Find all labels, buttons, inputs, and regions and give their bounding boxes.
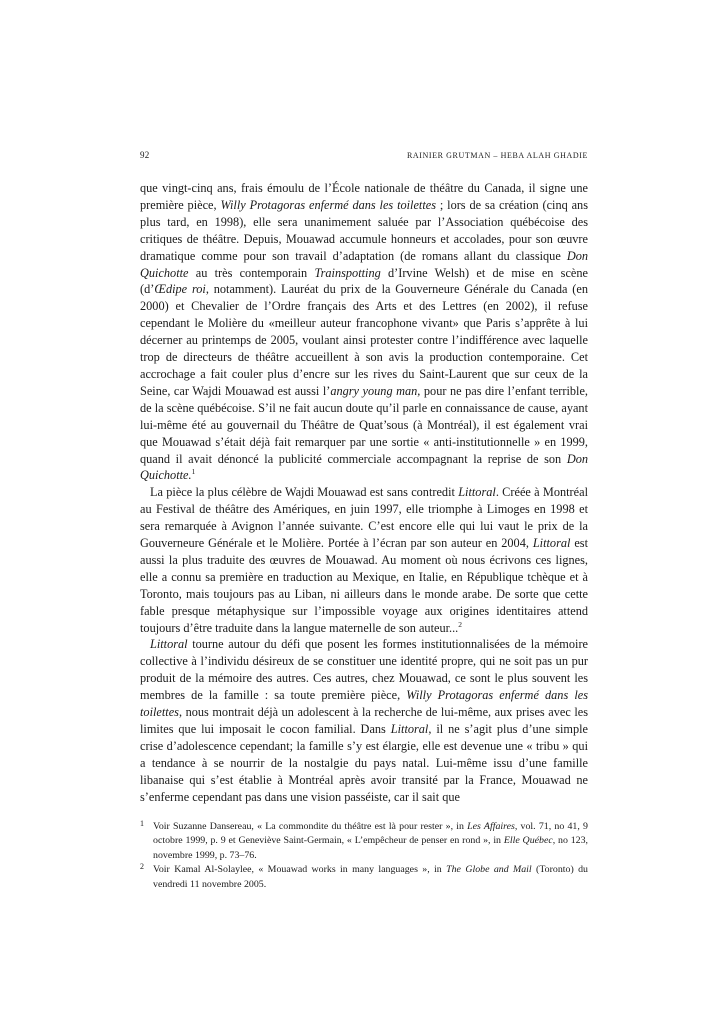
text-run: , il ne s’agit plus d’une simple crise d’adolescence cependant; la famille s’y est élargie, elle est devenue une « tribu » qui a tendance à se nourrir de la nostalgie du pays natal. Lui-même issu d’une famille libanaise qui s’est établie à Montréal après avoir transité par la France, Mouawad ne s’enferme cependant pas dans une vision passéiste, car il sait que [140, 722, 589, 804]
italic-text: Œdipe roi [154, 282, 206, 297]
italic-text: Willy Protagoras enfermé dans les toilettes [220, 197, 437, 212]
paragraph [140, 484, 588, 636]
text-run: pour ne pas dire l’enfant terrible, de la scène québécoise. S’il ne fait aucun doute qu’il parle en connaissance de cause, ayant lui-même été au gouvernail du Théâtre de Quat’sous (à Montréal), il est également vrai que Mouawad s’était déjà fait remarquer par une sortie « anti-institutionnelle » en 1999, quand il avait dénoncé la publicité commerciale accompagnant la reprise de son [140, 383, 588, 466]
text-run: La pièce la plus célèbre de Wajdi Mouawad est sans contredit [150, 485, 459, 500]
running-head [140, 150, 588, 160]
text-run: , notamment). Lauréat du prix de la Gouverneure Générale du Canada (en 2000) et Chevalier de l’Ordre français des Arts et des Lettres (en 2002), il refuse cependant le Molière du «meilleur auteur francophone vivant» que Paris s’apprête à lui décerner au printemps de 2005, voulant ainsi protester contre l’indifférence avec laquelle trop de directeurs de théâtre accueillent à son avis la production contemporaine. Cet accrochage a fait couler plus d’encre sur les rives du Saint-Laurent que sur ceux de la Seine, car Wajdi Mouawad est aussi l’ [140, 282, 588, 398]
italic-text: Littoral [150, 637, 188, 652]
text-run: , no 123, novembre 1999, p. 73–76. [153, 835, 589, 861]
running-head-authors: RAINIER GRUTMAN – HEBA ALAH GHADIE [406, 151, 588, 160]
footnotes [140, 820, 588, 893]
body-text [140, 180, 588, 806]
footnote-reference: 2 [458, 619, 462, 629]
italic-text: Willy Protagoras enfermé dans les toilettes [140, 688, 588, 720]
paragraph [140, 180, 588, 484]
footnote-text [153, 820, 588, 864]
italic-text: Littoral [390, 722, 429, 736]
text-run: est aussi la plus traduite des œuvres de Mouawad. Au moment où nous écrivons ces lignes, elle a connu sa première en traduction au Mexique, en Italie, en République tchèque et à Toronto, mais toujours pas au Liban, ni ailleurs dans le monde arabe. De sorte que cette fable presque métaphysique sur l’impossible voyage aux origines identitaires attend toujours d’être traduite dans la langue maternelle de son auteur... [140, 536, 589, 635]
italic-text: angry young man, [330, 383, 421, 398]
footnote [140, 863, 588, 892]
footnote-number: 1 [140, 818, 144, 828]
footnote-reference: 1 [191, 467, 196, 477]
italic-text: Trainspotting [314, 265, 381, 280]
text-run: que vingt-cinq ans, frais émoulu de l’École nationale de théâtre du Canada, il signe une première pièce, [140, 181, 588, 212]
italic-text: Elle Québec [503, 835, 553, 847]
italic-text: Don Quichotte [140, 248, 588, 280]
page-number: 92 [140, 150, 150, 160]
text-run: au très contemporain [188, 265, 315, 280]
italic-text: Don Quichotte. [140, 451, 588, 483]
text-run: , nous montrait déjà un adolescent à la recherche de lui-même, aux prises avec les limites que lui imposait le cocon familial. Dans [140, 705, 588, 736]
italic-text: Littoral [532, 536, 571, 551]
document-page [140, 150, 588, 892]
footnote-text [153, 863, 588, 892]
footnote-number: 2 [140, 862, 144, 872]
italic-text: Littoral [458, 485, 496, 500]
text-run: Voir Kamal Al-Solaylee, « Mouawad works in many languages », in [153, 864, 447, 876]
text-run: (Toronto) du vendredi 11 novembre 2005. [153, 864, 588, 890]
text-run: ; lors de sa création (cinq ans plus tard, en 1998), elle sera unanimement saluée par l’Association québécoise des critiques de théâtre. Depuis, Mouawad accumule honneurs et accolades, pour son œuvre dramatique comme pour son travail d’adaptation (de romans allant du classique [140, 197, 588, 263]
italic-text: The Globe and Mail [446, 864, 532, 876]
footnote [140, 820, 588, 864]
italic-text: Les Affaires [467, 820, 515, 832]
text-run: , vol. 71, no 41, 9 octobre 1999, p. 9 et Geneviève Saint-Germain, « L’empêcheur de penser en rond », in [153, 820, 588, 847]
paragraph [140, 636, 588, 805]
text-run: . Créée à Montréal au Festival de théâtre des Amériques, en juin 1997, elle triomphe à Limoges en 1998 et sera remarquée à Avignon l’année suivante. C’est encore elle qui lui vaut le prix de la Gouverneure Générale et le Molière. Portée à l’écran par son auteur en 2004, [140, 485, 588, 551]
text-run: tourne autour du défi que posent les formes institutionnalisées de la mémoire collective à l’individu désireux de se constituer une identité propre, qui ne soit pas un pur produit de la mémoire des autres. Ces autres, chez Mouawad, ce sont le plus souvent les membres de la famille : sa toute première pièce, [140, 637, 588, 703]
text-run: Voir Suzanne Dansereau, « La commondite du théâtre est là pour rester », in [153, 820, 468, 832]
text-run: d’Irvine Welsh) et de mise en scène (d’ [140, 265, 588, 297]
